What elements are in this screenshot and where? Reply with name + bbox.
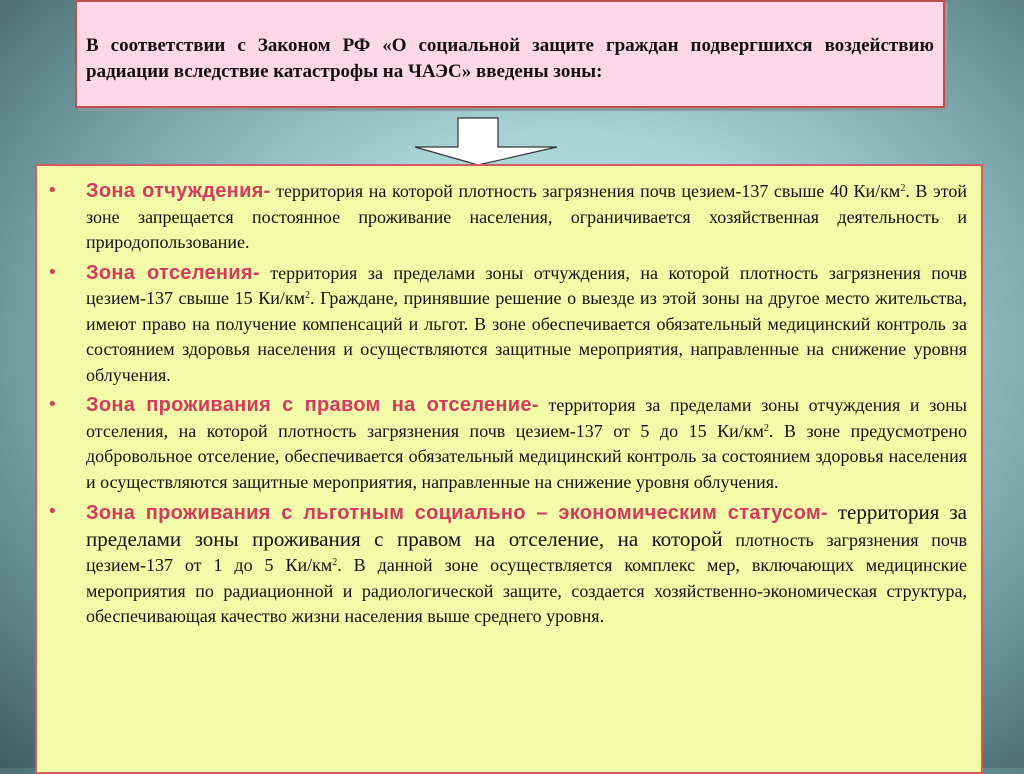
- zone-description-cont: . В этой зоне запрещается постоянное проживание населения, ограничивается хозяйственная деятельность и природопользование.: [86, 181, 967, 252]
- list-item: [37, 500, 981, 630]
- bullet-dot-icon: •: [47, 180, 58, 201]
- zone-description: территория на которой плотность загрязнения почв цезием-137 свыше 40 Ки/км: [270, 181, 901, 201]
- superscript: 2: [763, 422, 769, 434]
- down-arrow-icon: [414, 117, 574, 167]
- list-item: [37, 179, 981, 256]
- zone-description: плотность загрязнения почв цезием-137 от 1 до 5 Ки/км: [86, 529, 967, 575]
- zone-title: Зона проживания с льготным социально – экономическим статусом-: [86, 502, 828, 524]
- zones-list: [37, 179, 981, 635]
- superscript: 2: [900, 183, 906, 194]
- zone-description-lead: территория за пределами зоны проживания с правом на отселение, на которой: [86, 500, 967, 551]
- list-item: [37, 261, 981, 389]
- zone-description-cont: . В зоне предусмотрено добровольное отселение, обеспечивается обязательный медицинский контроль за состоянием здоровья населения и осуществляются защитные мероприятия, направленные на снижение уровня облучения.: [86, 420, 968, 492]
- zone-paragraph: [86, 179, 967, 256]
- zone-paragraph: [86, 500, 967, 630]
- zone-paragraph: [86, 261, 967, 389]
- zone-description-cont: . В данной зоне осуществляется комплекс мер, включающих медицинские мероприятия по радиационной и радиологической защите, создается хозяйственно-экономическая структура, обеспечивающая качество жизни населения выше среднего уровня.: [86, 555, 967, 626]
- zone-description: территория за пределами зоны отчуждения и зоны отселения, на которой плотность загрязнения почв цезием-137 от 5 до 15 Ки/км: [86, 395, 967, 441]
- superscript: 2: [304, 290, 310, 301]
- zone-description: территория за пределами зоны отчуждения, на которой плотность загрязнения почв цезием-137 свыше 15 Ки/км: [86, 262, 967, 308]
- zone-title: Зона отчуждения-: [86, 180, 271, 202]
- superscript: 2: [332, 557, 338, 568]
- zones-panel: [35, 164, 983, 774]
- bullet-dot-icon: •: [47, 394, 58, 415]
- zone-title: Зона проживания с правом на отселение-: [86, 394, 539, 416]
- zone-description-cont: . Граждане, принявшие решение о выезде из этой зоны на другое место жительства, имеют право на получение компенсаций и льгот. В зоне обеспечивается обязательный медицинский контроль за состоянием здоровья населения и осуществляются защитные мероприятия, направленные на снижение уровня облучения.: [86, 288, 967, 385]
- header-text: В соответствии с Законом РФ «О социальной защите граждан подвергшихся воздействию радиации вследствие катастрофы на ЧАЭС» введены зоны:: [86, 35, 934, 82]
- bullet-dot-icon: •: [47, 501, 58, 522]
- header-box: [75, 0, 945, 108]
- list-item: [37, 393, 981, 495]
- zone-title: Зона отселения-: [86, 261, 260, 284]
- zone-paragraph: [86, 393, 967, 495]
- bullet-dot-icon: •: [47, 261, 58, 283]
